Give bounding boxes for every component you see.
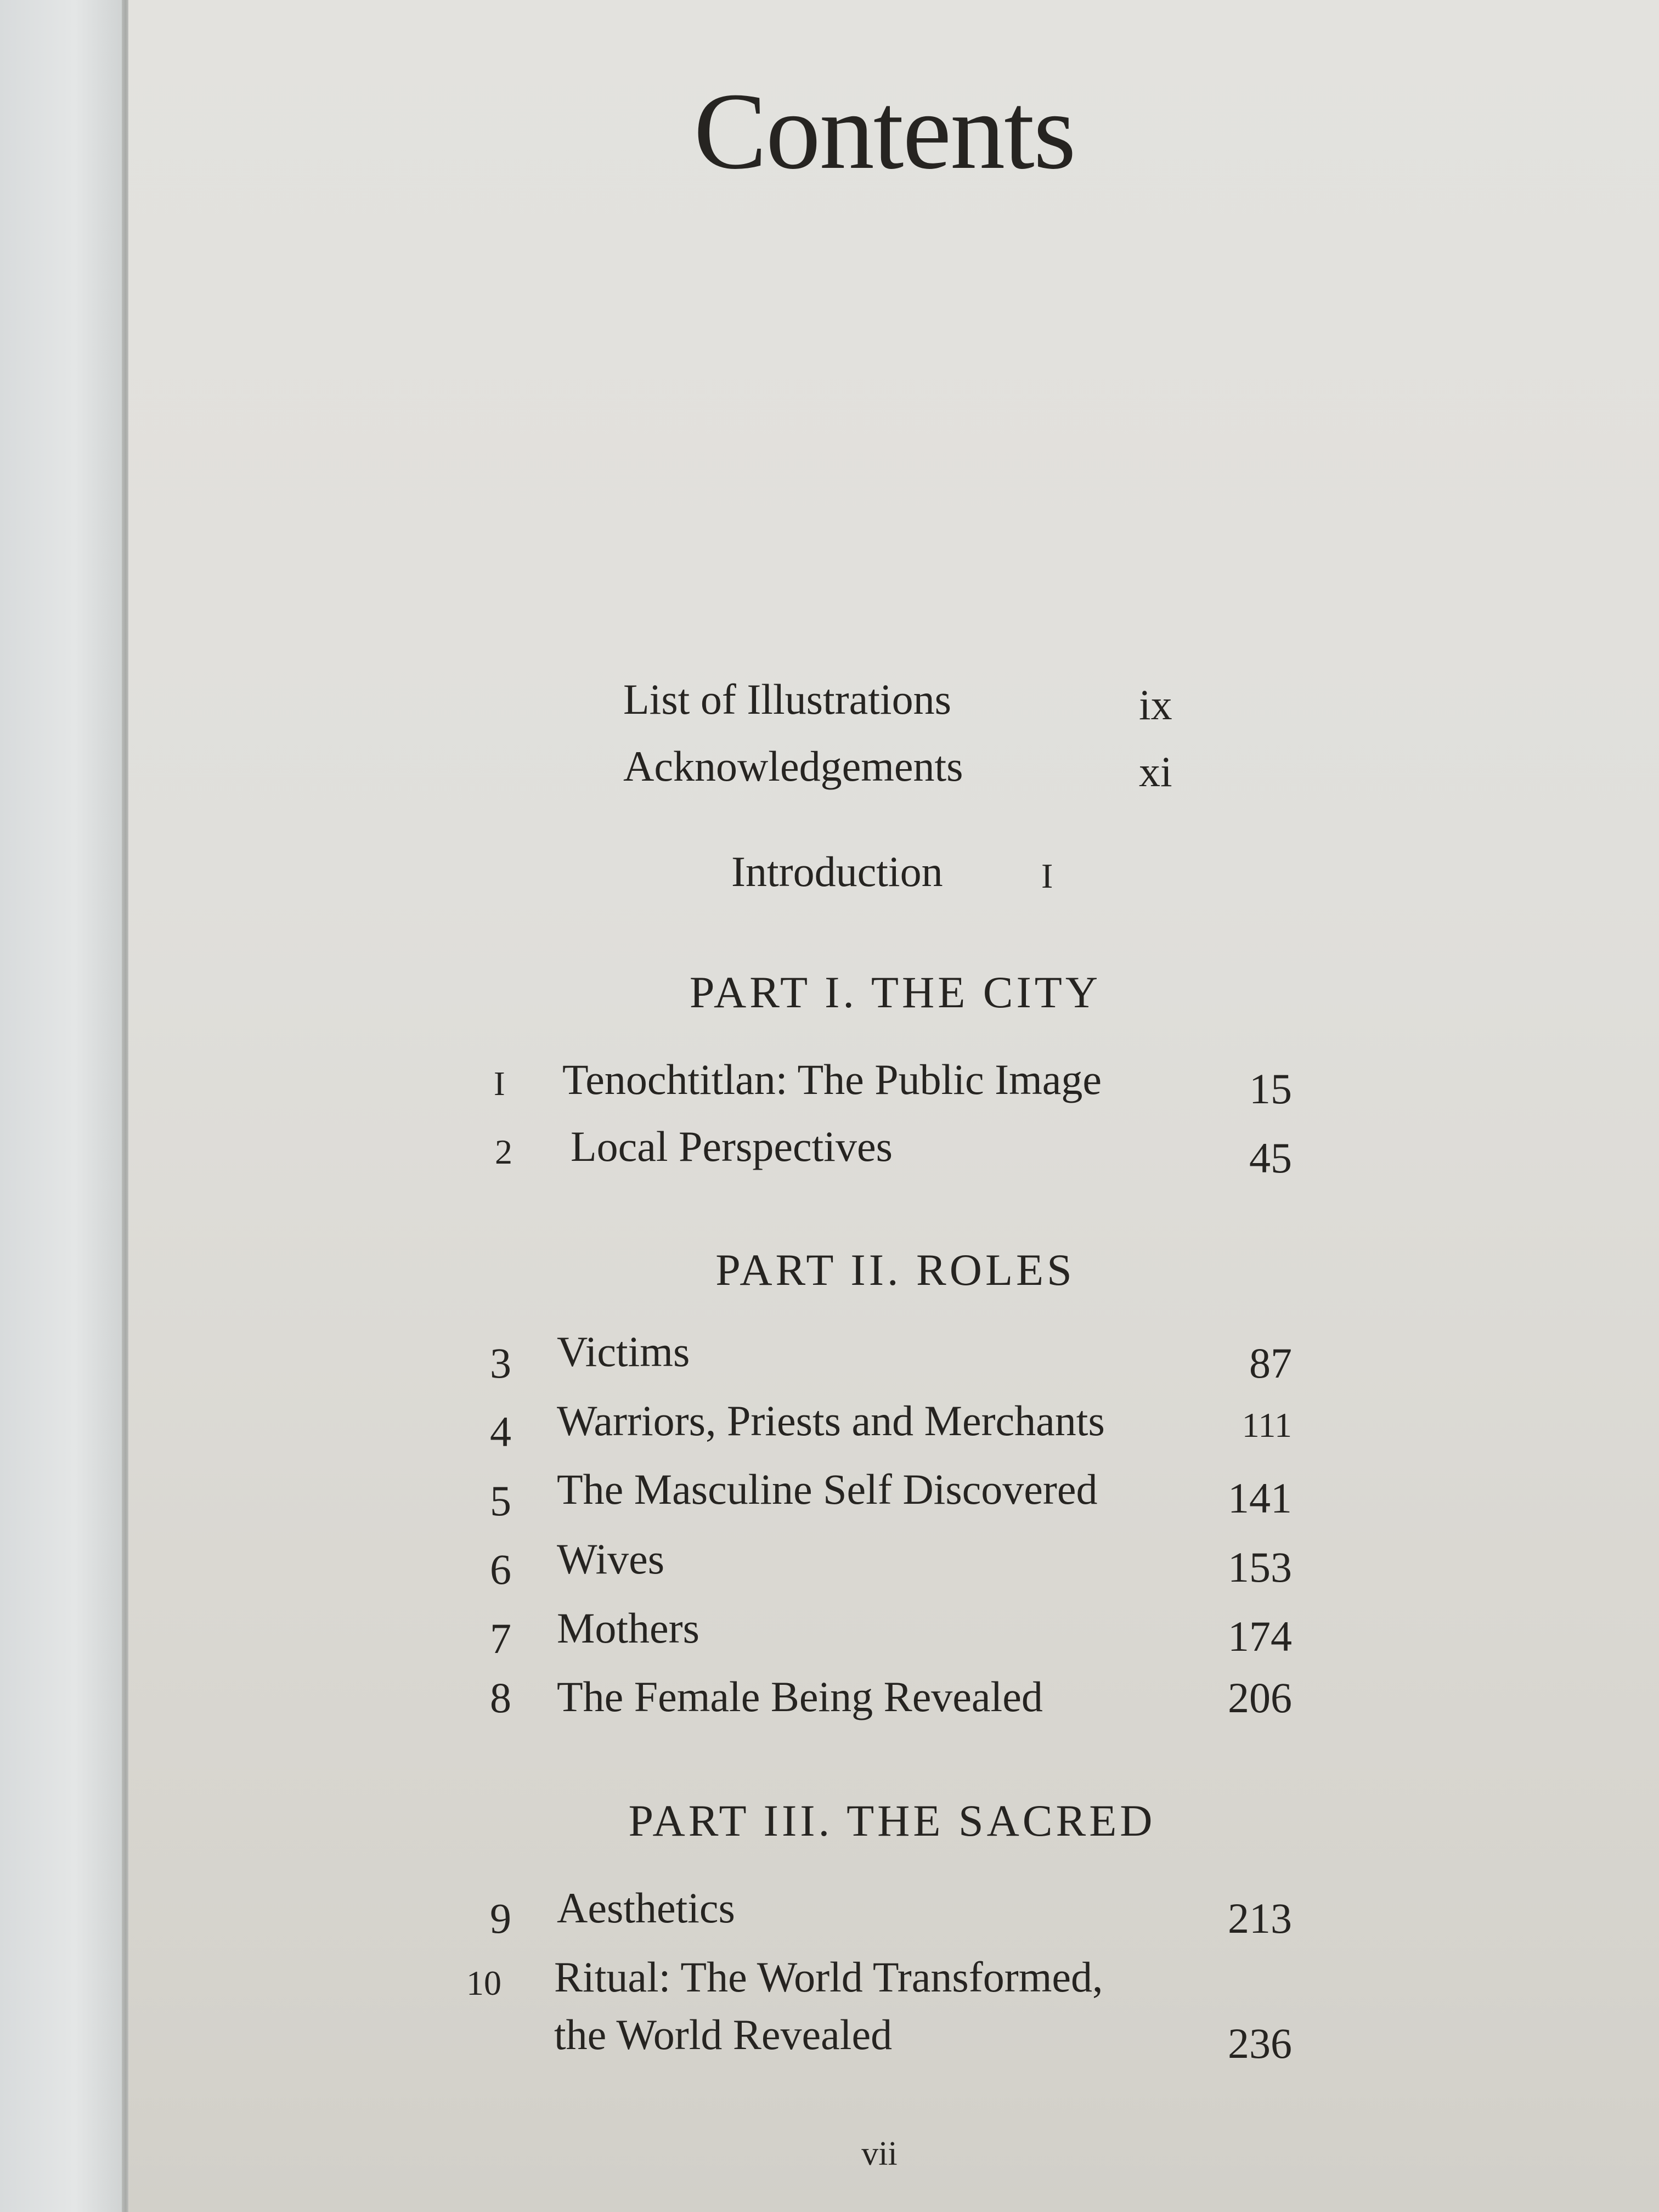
chapter-number: I: [494, 1065, 505, 1103]
chapter-title: Local Perspectives: [571, 1122, 893, 1170]
contents-page: [128, 0, 1659, 2212]
page-folio: vii: [861, 2135, 898, 2172]
chapter-number: 8: [490, 1674, 511, 1722]
chapter-title: The Masculine Self Discovered: [557, 1465, 1098, 1513]
chapter-number: 7: [490, 1615, 511, 1662]
part-heading: PART I. THE CITY: [689, 967, 1102, 1017]
chapter-title: Victims: [557, 1328, 690, 1375]
chapter-page: 141: [1228, 1474, 1292, 1522]
chapter-title: Ritual: The World Transformed,: [554, 1953, 1103, 2001]
front-matter-label: List of Illustrations: [623, 675, 951, 723]
chapter-title: Mothers: [557, 1604, 699, 1652]
chapter-page: 15: [1249, 1065, 1292, 1113]
front-matter-page: ix: [1139, 681, 1172, 729]
chapter-title: Warriors, Priests and Merchants: [557, 1397, 1105, 1444]
chapter-title: Wives: [557, 1535, 665, 1583]
introduction-page: I: [1041, 856, 1053, 895]
chapter-number: 3: [490, 1339, 511, 1387]
front-matter-label: Acknowledgements: [623, 742, 963, 790]
part-heading: PART II. ROLES: [715, 1245, 1075, 1295]
chapter-title: Tenochtitlan: The Public Image: [562, 1056, 1102, 1103]
chapter-page: 213: [1228, 1894, 1292, 1942]
chapter-number: 5: [490, 1477, 511, 1525]
chapter-page: 206: [1228, 1674, 1292, 1722]
chapter-title: Aesthetics: [557, 1884, 735, 1932]
page-title: Contents: [693, 71, 1075, 192]
chapter-number: 10: [466, 1963, 501, 2002]
left-page-edge: [0, 0, 125, 2212]
part-heading: PART III. THE SACRED: [628, 1796, 1156, 1846]
chapter-page: 153: [1228, 1543, 1292, 1591]
chapter-page: 236: [1228, 2019, 1292, 2067]
chapter-number: 2: [495, 1132, 512, 1171]
chapter-page: 87: [1249, 1339, 1292, 1387]
chapter-page: 111: [1242, 1406, 1292, 1444]
chapter-page: 174: [1228, 1612, 1292, 1660]
chapter-number: 4: [490, 1408, 511, 1455]
chapter-title-continued: the World Revealed: [554, 2011, 893, 2058]
chapter-title: The Female Being Revealed: [557, 1673, 1043, 1720]
front-matter-page: xi: [1139, 748, 1172, 795]
introduction-label: Introduction: [731, 848, 943, 895]
chapter-page: 45: [1249, 1134, 1292, 1182]
chapter-number: 9: [490, 1894, 511, 1942]
chapter-number: 6: [490, 1545, 511, 1593]
